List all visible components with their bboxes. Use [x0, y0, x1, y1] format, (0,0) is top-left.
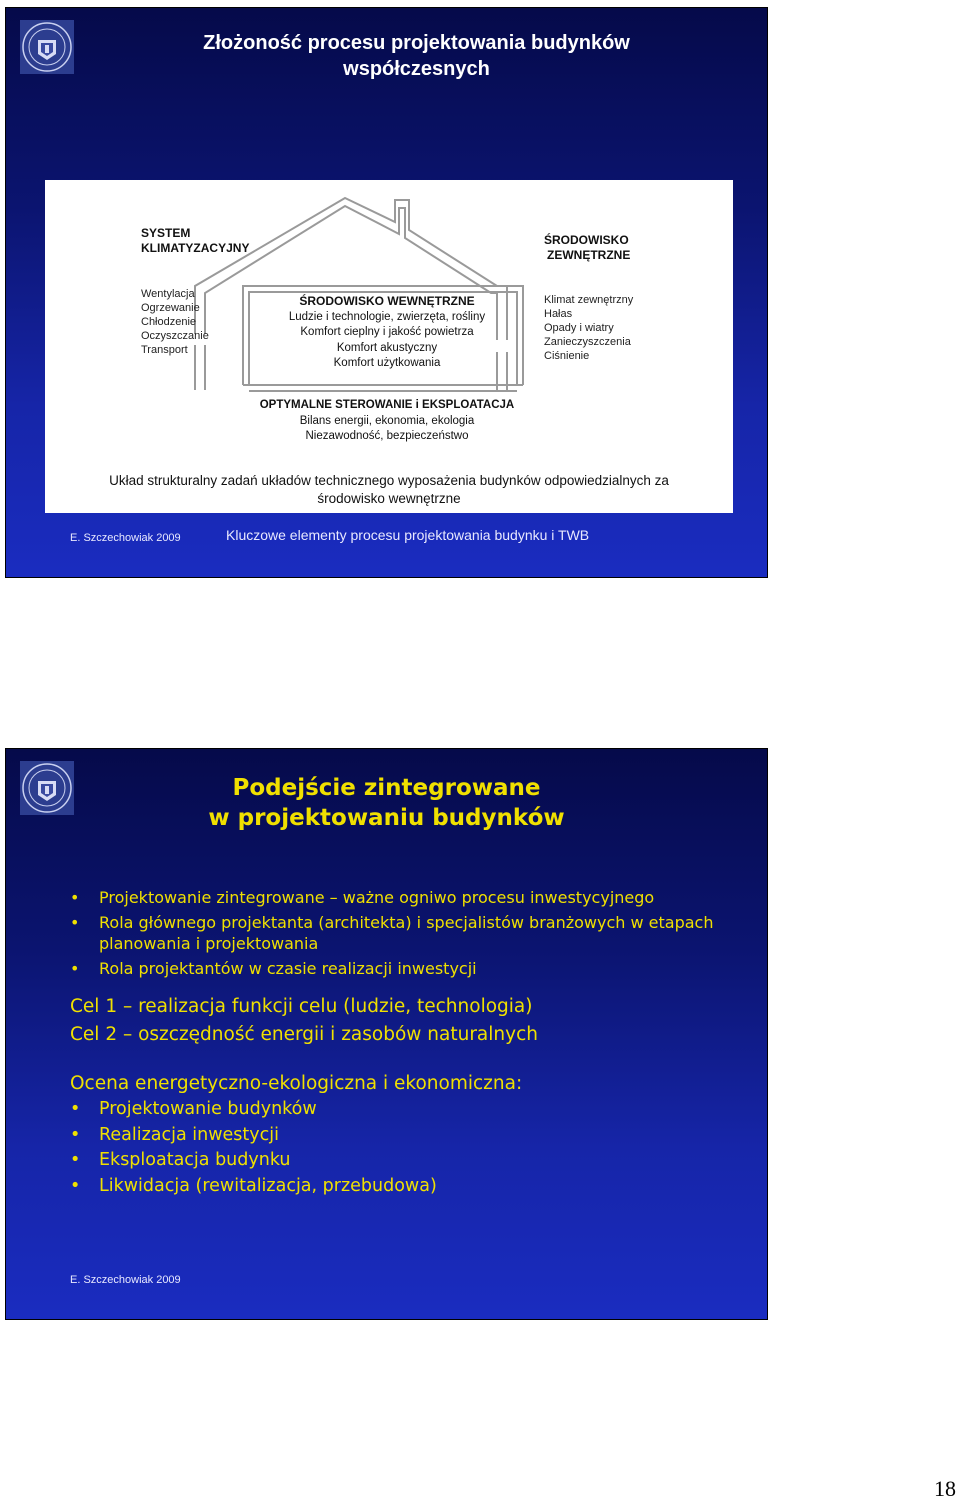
building-systems-diagram [45, 180, 733, 513]
right-item: Opady i wiatry [544, 322, 614, 334]
bottom-heading: OPTYMALNE STEROWANIE i EKSPLOATACJA [259, 399, 515, 411]
assessment-label: Ocena energetyczno-ekologiczna i ekonomiczna: [70, 1073, 523, 1094]
assessment-item: • Eksploatacja budynku [70, 1148, 750, 1174]
slide-2-title-line-2: w projektowaniu budynków [208, 805, 565, 831]
slide-1-title-line-2: współczesnych [343, 58, 490, 80]
slide-1 [5, 7, 768, 578]
bottom-item: Bilans energii, ekonomia, ekologia [299, 415, 475, 427]
right-heading-1: ŚRODOWISKO [544, 233, 629, 247]
left-item: Oczyszczanie [141, 330, 209, 342]
right-item: Hałas [544, 308, 573, 320]
left-heading-1: SYSTEM [141, 226, 191, 240]
diagram-caption-line-2: środowisko wewnętrzne [317, 491, 461, 506]
bullet-item: • Rola głównego projektanta (architekta) i specjalistów branżowych w etapach planowania i projektowania [70, 912, 750, 954]
goals-block [70, 993, 750, 1049]
right-item: Ciśnienie [544, 350, 590, 362]
slide-2 [5, 748, 768, 1320]
bullet-item: • Projektowanie zintegrowane – ważne ogniwo procesu inwestycyjnego [70, 887, 750, 908]
process-bullet-list [70, 887, 750, 979]
slide-1-title-line-1: Złożoność procesu projektowania budynków [203, 32, 630, 54]
assessment-block [70, 1071, 750, 1199]
assessment-list [70, 1097, 750, 1199]
right-heading-2: ZEWNĘTRZNE [547, 248, 631, 262]
center-item: Ludzie i technologie, zwierzęta, rośliny [288, 311, 486, 323]
left-item: Ogrzewanie [141, 302, 200, 314]
slide-1-footer-caption: Kluczowe elementy procesu projektowania budynku i TWB [226, 527, 590, 543]
bottom-item: Niezawodność, bezpieczeństwo [305, 430, 469, 442]
slide-2-footer-author: E. Szczechowiak 2009 [70, 1274, 181, 1286]
goal-1: Cel 1 – realizacja funkcji celu (ludzie, technologia) [70, 996, 533, 1017]
diagram-caption-line-1: Układ strukturalny zadań układów technicznego wyposażenia budynków odpowiedzialnych za [109, 473, 669, 488]
page-number: 18 [934, 1476, 956, 1501]
center-heading: ŚRODOWISKO WEWNĘTRZNE [299, 294, 475, 308]
center-item: Komfort cieplny i jakość powietrza [300, 326, 474, 338]
slide-1-title [86, 30, 747, 82]
right-item: Zanieczyszczenia [544, 336, 631, 348]
bullet-item: • Rola projektantów w czasie realizacji inwestycji [70, 958, 750, 979]
left-item: Transport [141, 344, 188, 356]
center-item: Komfort akustyczny [336, 342, 438, 354]
slide-2-title [66, 773, 707, 833]
building-outline-drawing [45, 180, 733, 513]
left-item: Wentylacja [141, 288, 195, 300]
slide-1-footer-author: E. Szczechowiak 2009 [70, 532, 181, 544]
assessment-item: • Projektowanie budynków [70, 1097, 750, 1123]
left-heading-2: KLIMATYZACYJNY [141, 241, 250, 255]
assessment-item: • Likwidacja (rewitalizacja, przebudowa) [70, 1174, 750, 1200]
slide-2-body [70, 887, 750, 1199]
goal-2: Cel 2 – oszczędność energii i zasobów naturalnych [70, 1024, 538, 1045]
slide-2-title-line-1: Podejście zintegrowane [232, 775, 541, 801]
assessment-item: • Realizacja inwestycji [70, 1123, 750, 1149]
university-crest-icon [20, 20, 74, 74]
right-item: Klimat zewnętrzny [544, 294, 634, 306]
left-item: Chłodzenie [141, 316, 197, 328]
center-item: Komfort użytkowania [333, 357, 441, 369]
